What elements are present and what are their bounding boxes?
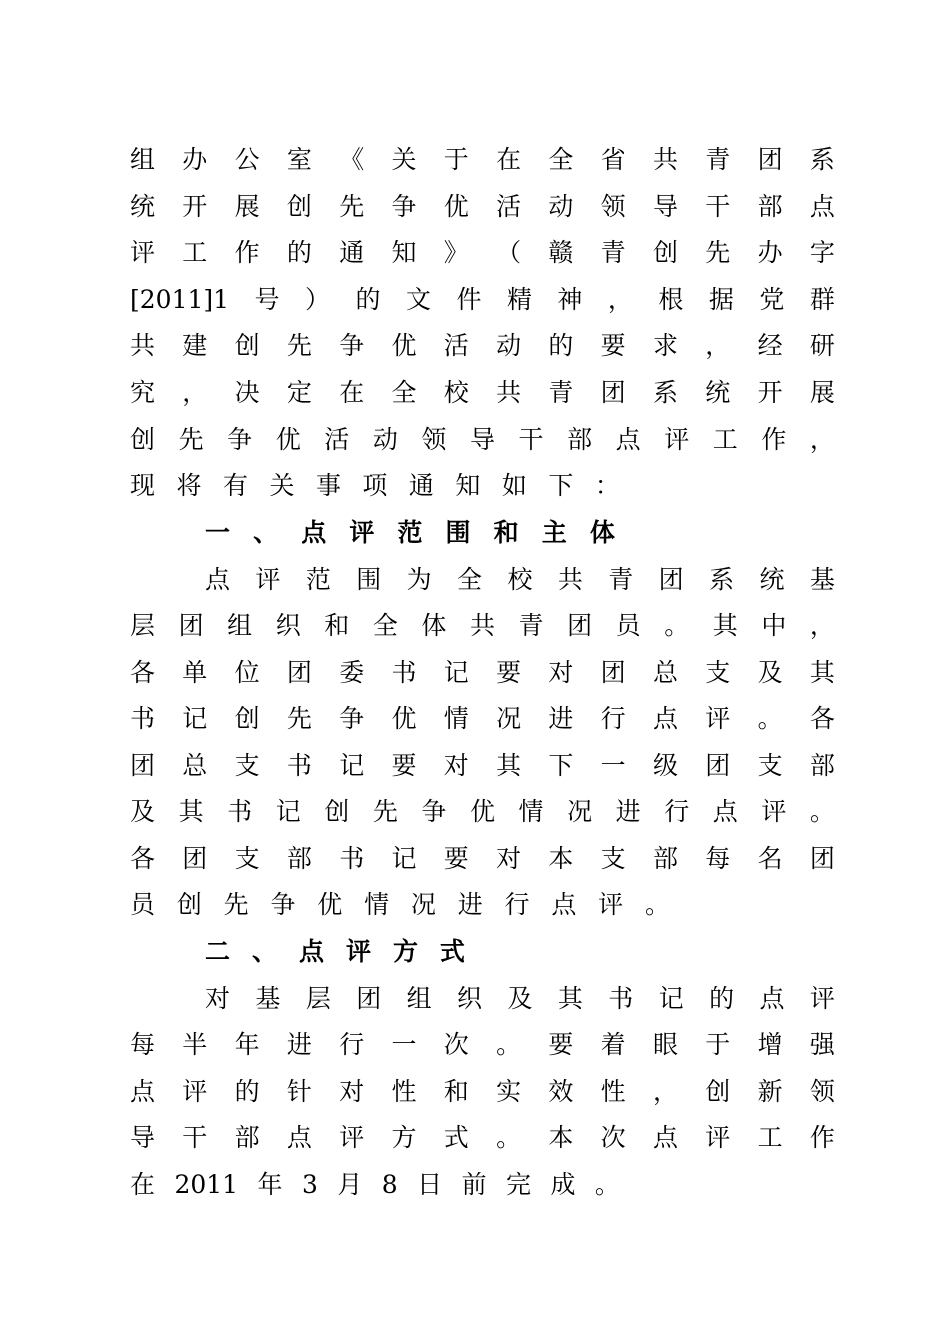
text-line: 各 团 支 部 书 记 要 对 本 支 部 每 名 团 (130, 844, 835, 873)
section-heading: 二 、 点 评 方 式 (205, 937, 465, 966)
text-line: [2011]1 号 ） 的 文 件 精 神 ， 根 据 党 群 (130, 285, 835, 314)
text-line: 组 办 公 室 《 关 于 在 全 省 共 青 团 系 (130, 145, 835, 174)
text-line: 及 其 书 记 创 先 争 优 情 况 进 行 点 评 。 (130, 797, 835, 826)
text-line: 现 将 有 关 事 项 通 知 如 下 ： (130, 471, 620, 500)
section-heading: 一 、 点 评 范 围 和 主 体 (205, 518, 615, 547)
text-line: 每 半 年 进 行 一 次 。 要 着 眼 于 增 强 (130, 1030, 835, 1059)
text-line: 创 先 争 优 活 动 领 导 干 部 点 评 工 作 ， (130, 425, 835, 454)
text-line: 在 2011 年 3 月 8 日 前 完 成 。 (130, 1170, 620, 1199)
text-line: 点 评 范 围 为 全 校 共 青 团 系 统 基 (205, 565, 835, 594)
text-line: 共 建 创 先 争 优 活 动 的 要 求 ， 经 研 (130, 331, 835, 360)
text-line: 各 单 位 团 委 书 记 要 对 团 总 支 及 其 (130, 658, 835, 687)
text-line: 团 总 支 书 记 要 对 其 下 一 级 团 支 部 (130, 751, 835, 780)
text-line: 评 工 作 的 通 知 》 （ 赣 青 创 先 办 字 (130, 238, 835, 267)
text-line: 导 干 部 点 评 方 式 。 本 次 点 评 工 作 (130, 1123, 835, 1152)
text-line: 书 记 创 先 争 优 情 况 进 行 点 评 。 各 (130, 704, 835, 733)
text-line: 员 创 先 争 优 情 况 进 行 点 评 。 (130, 890, 670, 919)
text-line: 层 团 组 织 和 全 体 共 青 团 员 。 其 中 ， (130, 611, 835, 640)
text-line: 对 基 层 团 组 织 及 其 书 记 的 点 评 (205, 984, 835, 1013)
text-line: 究 ， 决 定 在 全 校 共 青 团 系 统 开 展 (130, 378, 835, 407)
text-line: 统 开 展 创 先 争 优 活 动 领 导 干 部 点 (130, 192, 835, 221)
text-line: 点 评 的 针 对 性 和 实 效 性 ， 创 新 领 (130, 1077, 835, 1106)
